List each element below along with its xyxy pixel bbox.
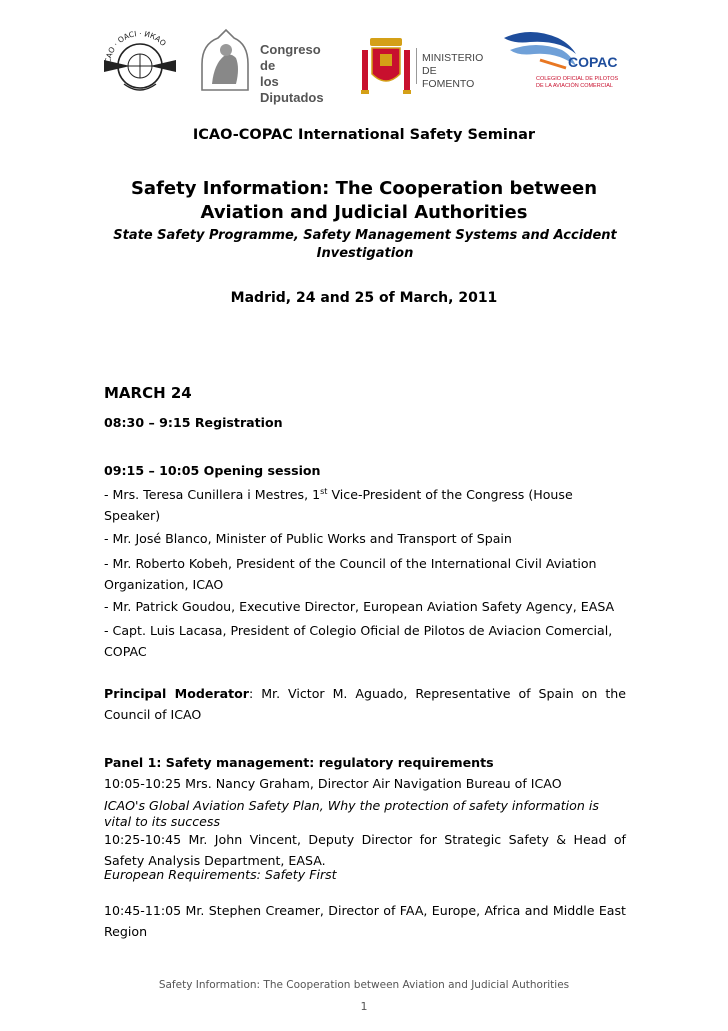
copac-name: COPAC bbox=[568, 54, 618, 70]
subtitle-line2: Investigation bbox=[316, 246, 414, 261]
title-line1: Safety Information: The Cooperation between bbox=[130, 178, 598, 199]
subtitle-line1: State Safety Programme, Safety Management Systems and Accident bbox=[113, 228, 617, 243]
ministerio-logo bbox=[360, 36, 490, 98]
opening-speaker-2: - Mr. José Blanco, Minister of Public Works and Transport of Spain bbox=[104, 531, 512, 546]
congreso-line2: los Diputados bbox=[260, 74, 324, 105]
speaker1-pre: - Mrs. Teresa Cunillera i Mestres, 1 bbox=[104, 487, 321, 502]
opening-speaker-1 bbox=[104, 484, 626, 526]
panel1-heading: Panel 1: Safety management: regulatory requirements bbox=[104, 755, 494, 770]
panel1-item-2: 10:25-10:45 Mr. John Vincent, Deputy Director for Strategic Safety & Head of Safety Analysis Department, EASA. bbox=[104, 832, 626, 868]
coat-of-arms-icon bbox=[360, 36, 412, 98]
lion-emblem-icon bbox=[196, 24, 256, 94]
speaker1-post: Vice-President of the Congress (House Speaker) bbox=[104, 487, 573, 523]
copac-line2: DE LA AVIACIÓN COMERCIAL bbox=[536, 83, 613, 89]
seminar-title: ICAO-COPAC International Safety Seminar bbox=[192, 127, 536, 143]
speaker1-sup: st bbox=[320, 486, 328, 496]
registration-item: 08:30 – 9:15 Registration bbox=[104, 415, 283, 430]
document-subtitle bbox=[104, 227, 626, 263]
opening-speaker-3: - Mr. Roberto Kobeh, President of the Council of the International Civil Aviation Organization, ICAO bbox=[104, 556, 597, 592]
opening-speaker-5: - Capt. Luis Lacasa, President of Colegio Oficial de Pilotos de Aviacion Comercial, COPAC bbox=[104, 623, 613, 659]
ministerio-line1: MINISTERIO bbox=[422, 52, 484, 64]
panel1-item-1-topic: ICAO's Global Aviation Safety Plan, Why the protection of safety information is vital to its success bbox=[104, 798, 599, 829]
icao-logo bbox=[100, 26, 180, 98]
page-number: 1 bbox=[360, 1000, 368, 1013]
opening-session-heading: 09:15 – 10:05 Opening session bbox=[104, 463, 321, 478]
copac-line1: COLEGIO OFICIAL DE PILOTOS bbox=[536, 76, 619, 82]
page-footer: Safety Information: The Cooperation between Aviation and Judicial Authorities bbox=[158, 979, 570, 991]
congreso-line1: Congreso de bbox=[260, 42, 321, 73]
principal-moderator bbox=[104, 683, 626, 725]
day-heading: MARCH 24 bbox=[104, 384, 192, 402]
ministerio-line2: DE FOMENTO bbox=[422, 65, 475, 90]
panel1-item-1: 10:05-10:25 Mrs. Nancy Graham, Director Air Navigation Bureau of ICAO bbox=[104, 776, 562, 791]
icao-ring-text: ICAO · OACI · ИКАО bbox=[102, 28, 168, 67]
panel1-item-2-topic: European Requirements: Safety First bbox=[104, 867, 337, 882]
svg-text:ICAO · OACI · ИКАО bbox=[103, 29, 168, 66]
moderator-text: : Mr. Victor M. Aguado, Representative of Spain on the Council of ICAO bbox=[104, 686, 626, 722]
opening-speaker-4: - Mr. Patrick Goudou, Executive Director, European Aviation Safety Agency, EASA bbox=[104, 599, 615, 614]
copac-logo bbox=[498, 24, 628, 98]
event-dates: Madrid, 24 and 25 of March, 2011 bbox=[230, 290, 498, 306]
moderator-label: Principal Moderator bbox=[104, 686, 249, 701]
document-title bbox=[105, 177, 623, 225]
congreso-logo bbox=[196, 24, 336, 105]
panel1-item-3: 10:45-11:05 Mr. Stephen Creamer, Director of FAA, Europe, Africa and Middle East Region bbox=[104, 903, 626, 939]
title-line2: Aviation and Judicial Authorities bbox=[200, 202, 528, 223]
